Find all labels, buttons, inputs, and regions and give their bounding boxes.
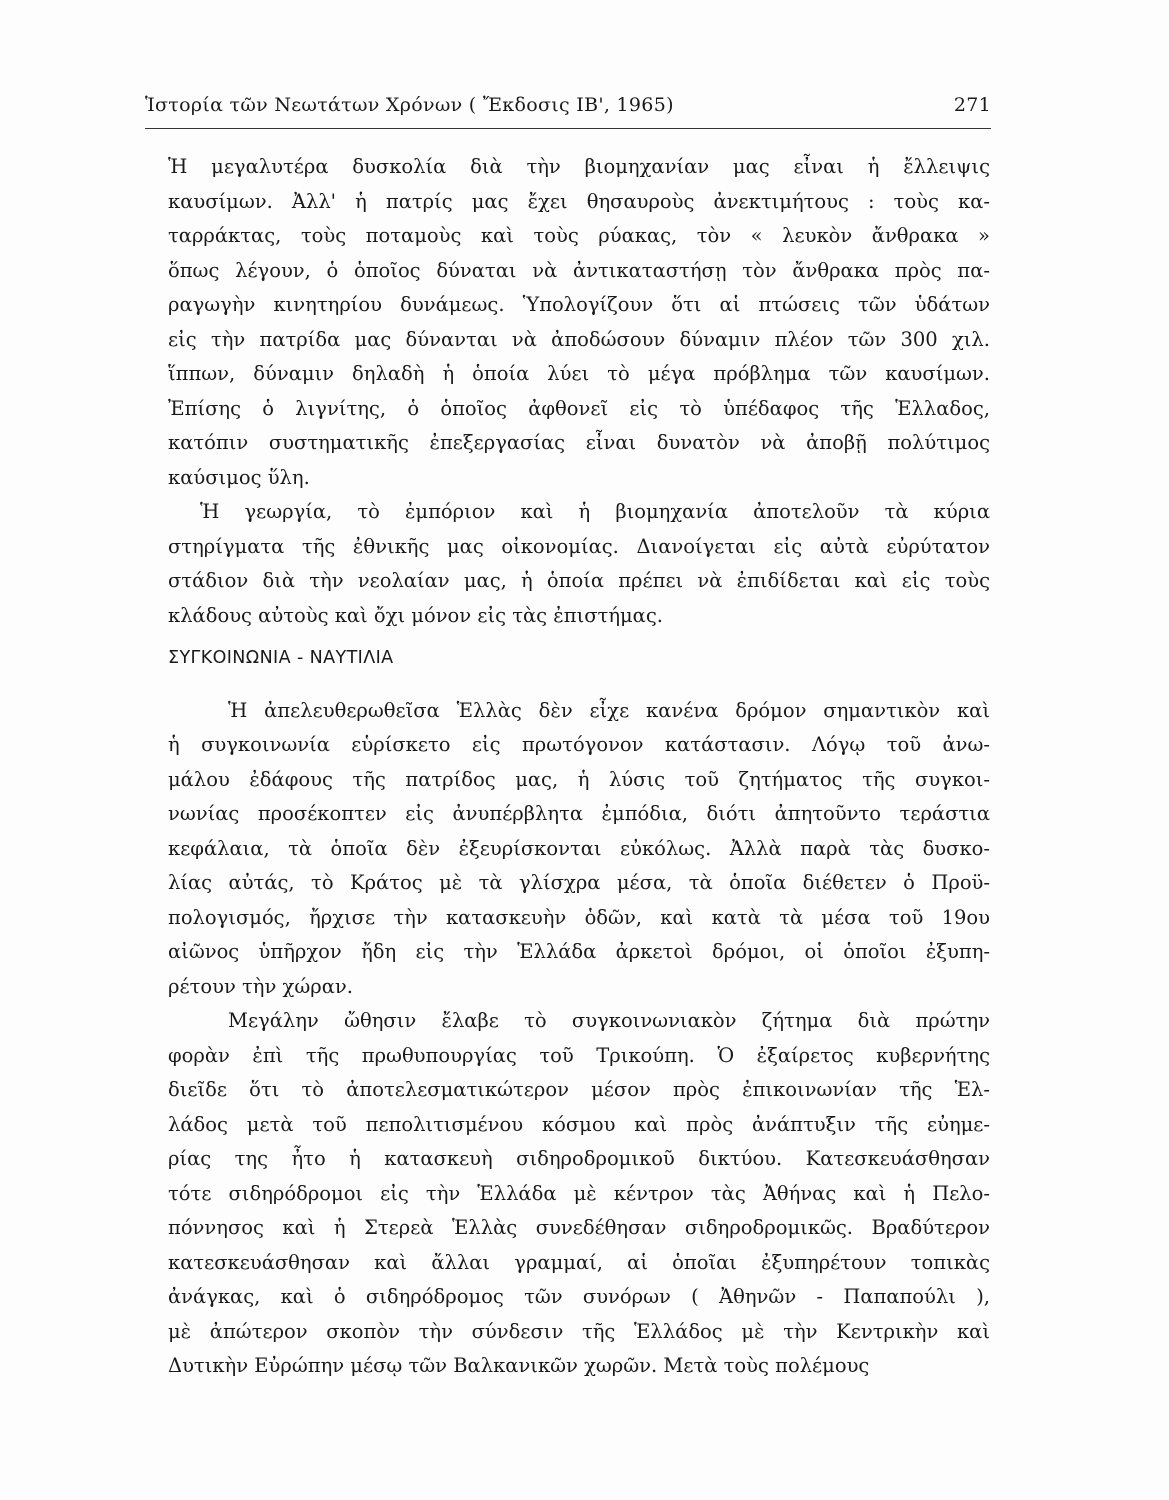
text-line: καυσίμων. Ἀλλ' ἡ πατρίς μας ἔχει θησαυροὺς ἀνεκτιμήτους : τοὺς κα-: [168, 189, 990, 213]
text-line: μάλου ἐδάφους τῆς πατρίδος μας, ἡ λύσις τοῦ ζητήματος τῆς συγκοι-: [168, 767, 990, 791]
text-line: ταρράκτας, τοὺς ποταμοὺς καὶ τοὺς ρύακας, τὸν « λευκὸν ἄνθρακα »: [168, 224, 990, 247]
text-line: ἀνάγκας, καὶ ὁ σιδηρόδρομος τῶν συνόρων ( Ἀθηνῶν - Παπαπούλι ),: [168, 1285, 990, 1308]
text-line: Δυτικὴν Εὐρώπην μέσῳ τῶν Βαλκανικῶν χωρῶν. Μετὰ τοὺς πολέμους: [168, 1354, 870, 1377]
text-line: Ἡ μεγαλυτέρα δυσκολία διὰ τὴν βιομηχανίαν μας εἶναι ἡ ἔλλειψις: [168, 155, 990, 178]
running-header-title: Ἱστορία τῶν Νεωτάτων Χρόνων ( Ἔκδοσις ΙΒ', 1965): [145, 94, 674, 116]
text-line: Ἡ γεωργία, τὸ ἐμπόριον καὶ ἡ βιομηχανία ἀποτελοῦν τὰ κύρια: [200, 500, 990, 523]
body-text: [168, 150, 990, 1384]
paragraph-railways: [168, 1004, 990, 1384]
text-line: Ἐπίσης ὁ λιγνίτης, ὁ ὁποῖος ἀφθονεῖ εἰς τὸ ὑπέδαφος τῆς Ἑλλαδος,: [168, 396, 990, 420]
text-line: λίας αὐτάς, τὸ Κράτος μὲ τὰ γλίσχρα μέσα, τὰ ὁποῖα διέθετεν ὁ Προϋ-: [168, 871, 990, 894]
text-line: Μεγάλην ὤθησιν ἔλαβε τὸ συγκοινωνιακὸν ζήτημα διὰ πρώτην: [228, 1009, 990, 1032]
text-line: ἵππων, δύναμιν δηλαδὴ ἡ ὁποία λύει τὸ μέγα πρόβλημα τῶν καυσίμων.: [168, 362, 990, 385]
text-line: κλάδους αὐτοὺς καὶ ὄχι μόνον εἰς τὰς ἐπιστήμας.: [168, 603, 663, 627]
text-line: τότε σιδηρόδρομοι εἰς τὴν Ἑλλάδα μὲ κέντρον τὰς Ἀθήνας καὶ ἡ Πελο-: [168, 1181, 990, 1205]
text-line: φορὰν ἐπὶ τῆς πρωθυπουργίας τοῦ Τρικούπη. Ὁ ἐξαίρετος κυβερνήτης: [168, 1043, 990, 1067]
text-line: κεφάλαια, τὰ ὁποῖα δὲν ἐξευρίσκονται εὐκόλως. Ἀλλὰ παρὰ τὰς δυσκο-: [168, 836, 990, 860]
text-line: κατεσκευάσθησαν καὶ ἄλλαι γραμμαί, αἱ ὁποῖαι ἐξυπηρέτουν τοπικὰς: [168, 1250, 990, 1274]
text-line: νωνίας προσέκοπτεν εἰς ἀνυπέρβλητα ἐμπόδια, διότι ἀπητοῦντο τεράστια: [168, 802, 990, 825]
header-rule: [145, 128, 991, 129]
text-line: ὅπως λέγουν, ὁ ὁποῖος δύναται νὰ ἀντικαταστήσῃ τὸν ἄνθρακα πρὸς πα-: [168, 258, 990, 282]
section-heading: ΣΥΓΚΟΙΝΩΝΙΑ - ΝΑΥΤΙΛΙΑ: [168, 648, 394, 668]
text-line: στηρίγματα τῆς ἐθνικῆς μας οἰκονομίας. Διανοίγεται εἰς αὐτὰ εὐρύτατον: [168, 534, 990, 558]
running-header: [145, 94, 991, 124]
text-line: ἡ συγκοινωνία εὑρίσκετο εἰς πρωτόγονον κατάστασιν. Λόγῳ τοῦ ἀνω-: [168, 733, 990, 756]
text-line: κατόπιν συστηματικῆς ἐπεξεργασίας εἶναι δυνατὸν νὰ ἀποβῇ πολύτιμος: [168, 431, 990, 454]
text-line: ραγωγὴν κινητηρίου δυνάμεως. Ὑπολογίζουν ὅτι αἱ πτώσεις τῶν ὑδάτων: [168, 293, 990, 316]
text-line: μὲ ἀπώτερον σκοπὸν τὴν σύνδεσιν τῆς Ἑλλάδος μὲ τὴν Κεντρικὴν καὶ: [168, 1319, 990, 1343]
text-line: ρέτουν τὴν χώραν.: [168, 974, 353, 998]
text-line: πολογισμός, ἤρχισε τὴν κατασκευὴν ὁδῶν, καὶ κατὰ τὰ μέσα τοῦ 19ου: [168, 905, 990, 929]
paragraph-industry-fuel: [168, 150, 990, 495]
paragraph-roads: [168, 694, 990, 1005]
text-line: διεῖδε ὅτι τὸ ἀποτελεσματικώτερον μέσον πρὸς ἐπικοινωνίαν τῆς Ἑλ-: [168, 1078, 990, 1101]
text-line: πόννησος καὶ ἡ Στερεὰ Ἑλλὰς συνεδέθησαν σιδηροδρομικῶς. Βραδύτερον: [168, 1216, 990, 1239]
paragraph-economy-pillars: [168, 495, 990, 633]
text-line: ρίας της ἦτο ἡ κατασκευὴ σιδηροδρομικοῦ δικτύου. Κατεσκευάσθησαν: [168, 1147, 990, 1170]
text-line: αἰῶνος ὑπῆρχον ἤδη εἰς τὴν Ἑλλάδα ἀρκετοὶ δρόμοι, οἱ ὁποῖοι ἐξυπη-: [168, 940, 990, 963]
text-line: καύσιμος ὕλη.: [168, 465, 310, 489]
text-line: Ἡ ἀπελευθερωθεῖσα Ἑλλὰς δὲν εἶχε κανένα δρόμον σημαντικὸν καὶ: [228, 698, 990, 722]
text-line: λάδος μετὰ τοῦ πεπολιτισμένου κόσμου καὶ πρὸς ἀνάπτυξιν τῆς εὐημε-: [168, 1112, 990, 1136]
text-line: στάδιον διὰ τὴν νεολαίαν μας, ἡ ὁποία πρέπει νὰ ἐπιδίδεται καὶ εἰς τοὺς: [168, 569, 990, 592]
text-line: εἰς τὴν πατρίδα μας δύνανται νὰ ἀποδώσουν δύναμιν πλέον τῶν 300 χιλ.: [168, 327, 990, 351]
page-number: 271: [953, 94, 991, 116]
